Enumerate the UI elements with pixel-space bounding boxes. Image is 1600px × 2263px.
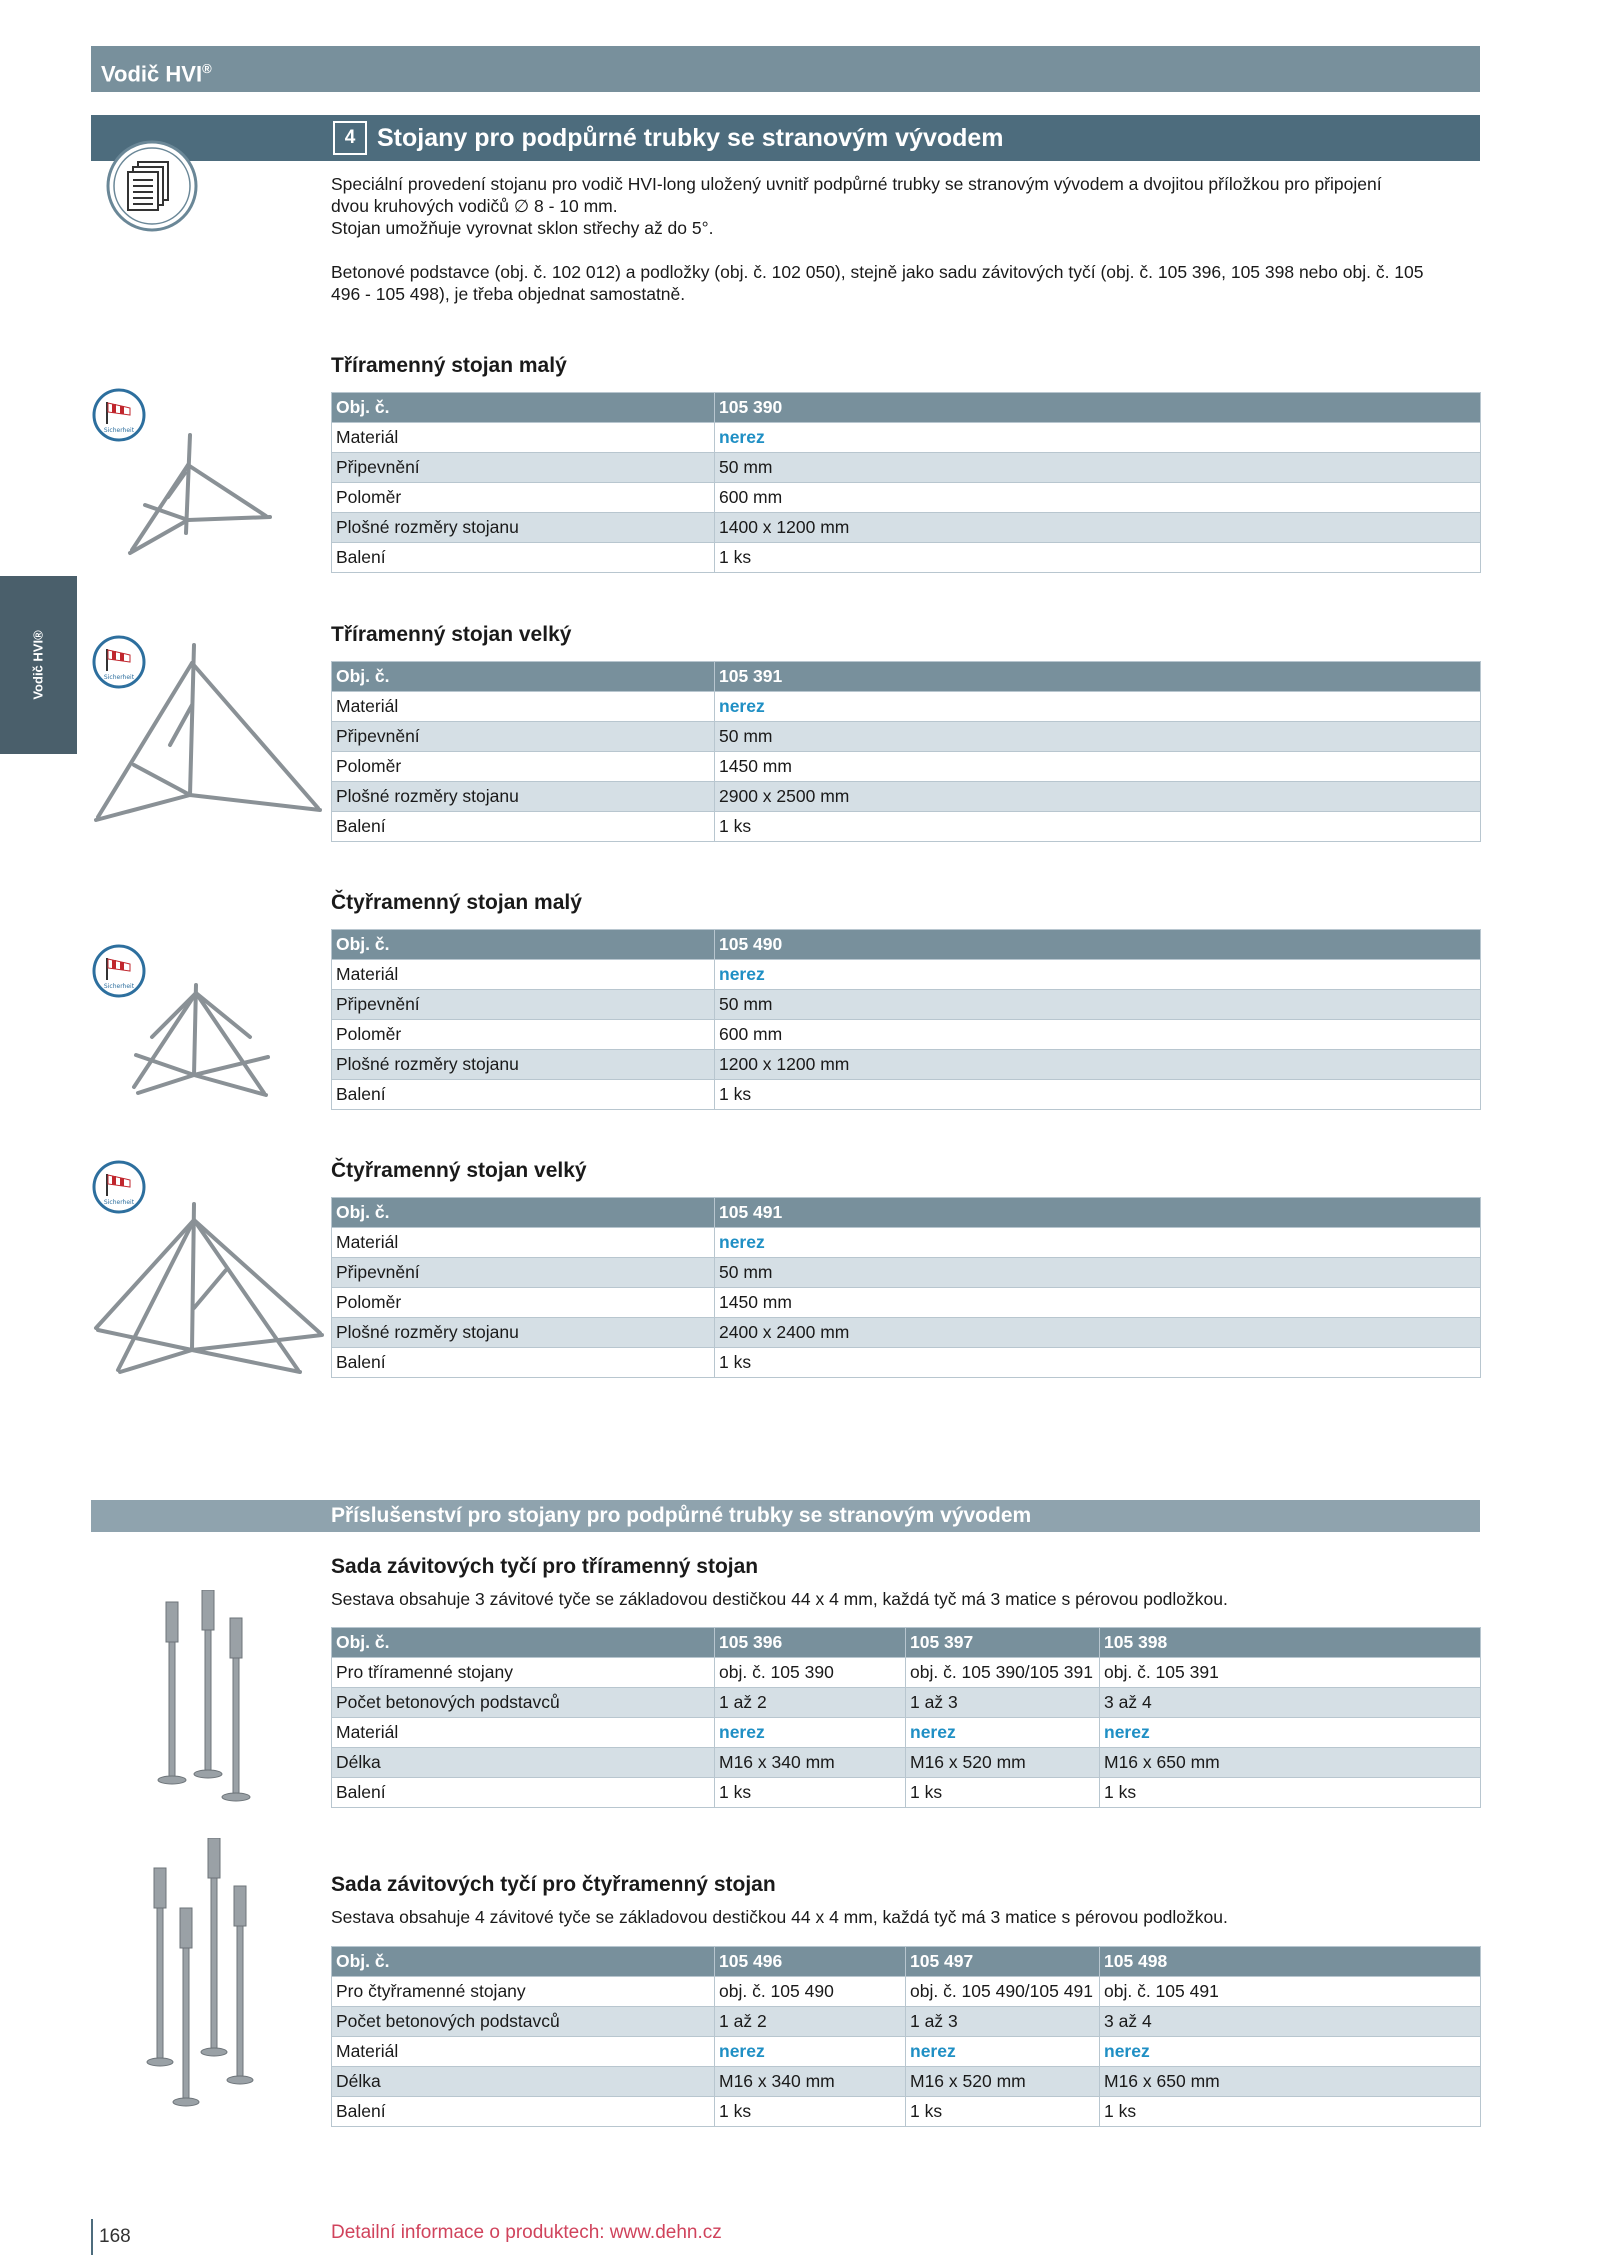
table-row: Připevnění 50 mm bbox=[332, 990, 1481, 1020]
table-row: Materiál nerez nerez nerez bbox=[332, 1718, 1481, 1748]
table-row: Pro čtyřramenné stojany obj. č. 105 490 obj. č. 105 490/105 491 obj. č. 105 491 bbox=[332, 1977, 1481, 2007]
document-stack-icon bbox=[104, 138, 200, 234]
table-row: Balení 1 ks bbox=[332, 543, 1481, 573]
table-row: Materiál nerez nerez nerez bbox=[332, 2037, 1481, 2067]
product-table bbox=[331, 1197, 1481, 1378]
table-header-row: Obj. č. 105 396 105 397 105 398 bbox=[332, 1628, 1481, 1658]
table-row: Poloměr 1450 mm bbox=[332, 752, 1481, 782]
table-row: Plošné rozměry stojanu 1400 x 1200 mm bbox=[332, 513, 1481, 543]
page-number: 168 bbox=[91, 2219, 131, 2255]
table-row: Počet betonových podstavců 1 až 2 1 až 3 3 až 4 bbox=[332, 1688, 1481, 1718]
table-row: Délka M16 x 340 mm M16 x 520 mm M16 x 650 mm bbox=[332, 2067, 1481, 2097]
table-row: Materiál nerez bbox=[332, 692, 1481, 722]
tripod-large-image bbox=[90, 635, 330, 825]
section-number: 4 bbox=[333, 121, 367, 155]
table-row: Balení 1 ks bbox=[332, 1348, 1481, 1378]
table-row: Balení 1 ks 1 ks 1 ks bbox=[332, 1778, 1481, 1808]
intro-line: Betonové podstavce (obj. č. 102 012) a podložky (obj. č. 102 050), stejně jako sadu závitových tyčí (obj. č. 105 396, 105 398 nebo obj. č. 105 bbox=[331, 262, 1424, 282]
table-row: Balení 1 ks bbox=[332, 1080, 1481, 1110]
product-title: Čtyřramenný stojan malý bbox=[331, 891, 582, 914]
table-row: Počet betonových podstavců 1 až 2 1 až 3 3 až 4 bbox=[332, 2007, 1481, 2037]
table-header-row: Obj. č. 105 496 105 497 105 498 bbox=[332, 1947, 1481, 1977]
table-row: Balení 1 ks 1 ks 1 ks bbox=[332, 2097, 1481, 2127]
registered-mark: ® bbox=[202, 61, 212, 76]
table-row: Plošné rozměry stojanu 1200 x 1200 mm bbox=[332, 1050, 1481, 1080]
table-row: Poloměr 1450 mm bbox=[332, 1288, 1481, 1318]
intro-line: dvou kruhových vodičů ∅ 8 - 10 mm. bbox=[331, 196, 618, 216]
set-title: Sada závitových tyčí pro čtyřramenný stojan bbox=[331, 1873, 776, 1896]
header-title: Vodič HVI bbox=[101, 61, 203, 87]
table-row: Plošné rozměry stojanu 2400 x 2400 mm bbox=[332, 1318, 1481, 1348]
intro-line: Stojan umožňuje vyrovnat sklon střechy až do 5°. bbox=[331, 218, 714, 238]
quad-large-image bbox=[90, 1200, 330, 1380]
product-title: Čtyřramenný stojan velký bbox=[331, 1159, 587, 1182]
set-description: Sestava obsahuje 4 závitové tyče se základovou destičkou 44 x 4 mm, každá tyč má 3 matice s pérovou podložkou. bbox=[331, 1907, 1228, 1927]
tripod-small-image bbox=[120, 425, 280, 560]
table-row: Materiál nerez bbox=[332, 423, 1481, 453]
svg-text:Sicherheit: Sicherheit bbox=[103, 427, 135, 434]
table-row: Poloměr 600 mm bbox=[332, 1020, 1481, 1050]
table-header-row: Obj. č. 105 490 bbox=[332, 930, 1481, 960]
table-row: Připevnění 50 mm bbox=[332, 453, 1481, 483]
table-header-row: Obj. č. 105 391 bbox=[332, 662, 1481, 692]
table-row: Plošné rozměry stojanu 2900 x 2500 mm bbox=[332, 782, 1481, 812]
product-title: Tříramenný stojan velký bbox=[331, 623, 572, 646]
set-description: Sestava obsahuje 3 závitové tyče se základovou destičkou 44 x 4 mm, každá tyč má 3 matice s pérovou podložkou. bbox=[331, 1589, 1228, 1609]
accessory-table bbox=[331, 1946, 1481, 2127]
table-header-row: Obj. č. 105 491 bbox=[332, 1198, 1481, 1228]
table-row: Připevnění 50 mm bbox=[332, 1258, 1481, 1288]
product-table bbox=[331, 661, 1481, 842]
quad-small-image bbox=[128, 975, 278, 1105]
product-table bbox=[331, 392, 1481, 573]
section-title: Stojany pro podpůrné trubky se stranovým vývodem bbox=[377, 124, 1004, 152]
product-title: Tříramenný stojan malý bbox=[331, 354, 567, 377]
table-row: Poloměr 600 mm bbox=[332, 483, 1481, 513]
intro-line: Speciální provedení stojanu pro vodič HVI-long uložený uvnitř podpůrné trubky se stranovým vývodem a dvojitou příložkou pro připojení bbox=[331, 174, 1382, 194]
table-header-row: Obj. č. 105 390 bbox=[332, 393, 1481, 423]
table-row: Připevnění 50 mm bbox=[332, 722, 1481, 752]
intro-paragraph bbox=[331, 173, 1481, 305]
intro-line: 496 - 105 498), je třeba objednat samostatně. bbox=[331, 284, 686, 304]
accessory-table bbox=[331, 1627, 1481, 1808]
accessories-title: Příslušenství pro stojany pro podpůrné trubky se stranovým vývodem bbox=[331, 1504, 1032, 1527]
side-tab-label: Vodič HVI® bbox=[30, 630, 46, 700]
table-row: Balení 1 ks bbox=[332, 812, 1481, 842]
product-table bbox=[331, 929, 1481, 1110]
table-row: Délka M16 x 340 mm M16 x 520 mm M16 x 650 mm bbox=[332, 1748, 1481, 1778]
threaded-rods-4-image bbox=[140, 1838, 280, 2138]
table-row: Materiál nerez bbox=[332, 960, 1481, 990]
threaded-rods-3-image bbox=[150, 1590, 270, 1820]
set-title: Sada závitových tyčí pro tříramenný stojan bbox=[331, 1555, 759, 1578]
svg-text:Sicherheit: Sicherheit bbox=[103, 983, 135, 990]
table-row: Materiál nerez bbox=[332, 1228, 1481, 1258]
table-row: Pro tříramenné stojany obj. č. 105 390 obj. č. 105 390/105 391 obj. č. 105 391 bbox=[332, 1658, 1481, 1688]
product-info-link[interactable]: Detailní informace o produktech: www.dehn.cz bbox=[331, 2222, 722, 2243]
svg-text:Sicherheit: Sicherheit bbox=[103, 1199, 135, 1206]
svg-text:Sicherheit: Sicherheit bbox=[103, 674, 135, 681]
header-bar bbox=[91, 46, 1480, 92]
